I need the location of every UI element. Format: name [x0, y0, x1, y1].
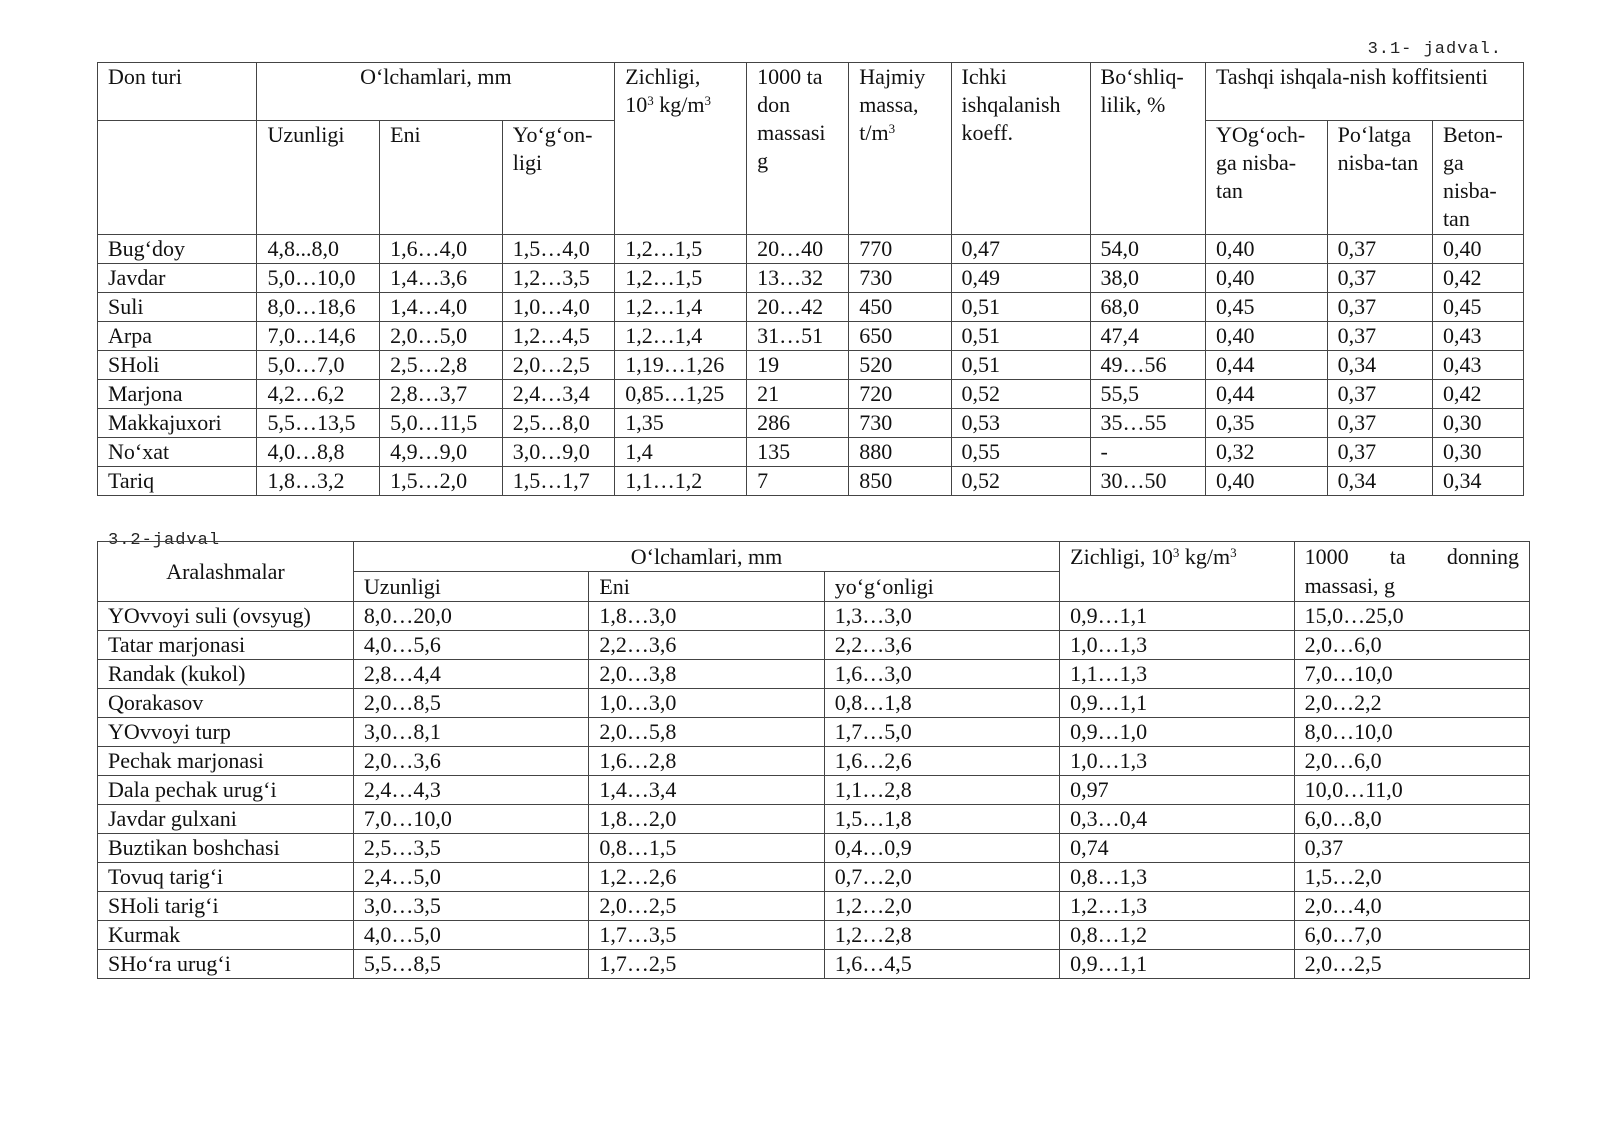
table-cell: 2,4…3,4: [502, 380, 614, 409]
table-cell: 0,9…1,0: [1060, 718, 1294, 747]
table-cell: 0,30: [1432, 409, 1523, 438]
table-cell: 1,5…4,0: [502, 235, 614, 264]
table-cell: 720: [849, 380, 951, 409]
table-cell: 0,40: [1206, 467, 1328, 496]
grain-table-body: [98, 235, 1524, 496]
table-row: [98, 805, 1530, 834]
header-bulk-mass: Hajmiy massa, $t/m^3$: [849, 63, 951, 235]
header-width: Eni: [589, 572, 824, 602]
table-cell: 1,2…2,0: [824, 892, 1059, 921]
table-cell: 0,45: [1432, 293, 1523, 322]
table-cell: 0,42: [1432, 380, 1523, 409]
table-cell: 0,37: [1327, 235, 1432, 264]
header-impurities: Aralashmalar: [98, 542, 354, 602]
table-cell: 0,43: [1432, 351, 1523, 380]
table-row: [98, 235, 1524, 264]
table-cell: 35…55: [1090, 409, 1206, 438]
table-row: [98, 322, 1524, 351]
table-cell: 4,9…9,0: [380, 438, 503, 467]
header-1000-grain-mass: 1000 ta donning massasi, g: [1294, 542, 1529, 602]
table-cell: 2,0…5,0: [380, 322, 503, 351]
table-cell: 0,34: [1327, 351, 1432, 380]
table-cell: 0,8…1,8: [824, 689, 1059, 718]
row-label-cell: Dala pechak urug‘i: [98, 776, 354, 805]
table-cell: 730: [849, 409, 951, 438]
table-cell: 1,8…2,0: [589, 805, 824, 834]
table-cell: 5,0…10,0: [257, 264, 380, 293]
table-cell: 0,40: [1432, 235, 1523, 264]
table-cell: 2,5…8,0: [502, 409, 614, 438]
table-cell: 49…56: [1090, 351, 1206, 380]
table-row: [98, 718, 1530, 747]
table-cell: 1,3…3,0: [824, 602, 1059, 631]
table-cell: 7,0…10,0: [353, 805, 588, 834]
table-cell: 2,0…2,5: [589, 892, 824, 921]
table-cell: -: [1090, 438, 1206, 467]
row-label-cell: Arpa: [98, 322, 257, 351]
table-cell: 0,8…1,3: [1060, 863, 1294, 892]
table-cell: 1,6…4,0: [380, 235, 503, 264]
row-label-cell: Makkajuxori: [98, 409, 257, 438]
row-label-cell: Marjona: [98, 380, 257, 409]
table-cell: 0,37: [1327, 293, 1432, 322]
table-cell: 19: [747, 351, 849, 380]
table-cell: 20…42: [747, 293, 849, 322]
header-on-steel: Po‘latga nisba-tan: [1327, 121, 1432, 235]
table-cell: 1,0…1,3: [1060, 747, 1294, 776]
table-cell: 6,0…8,0: [1294, 805, 1529, 834]
table-cell: 1,4…4,0: [380, 293, 503, 322]
header-density: Zichligi, $10^3$ $kg/m^3$: [615, 63, 747, 235]
table-cell: 6,0…7,0: [1294, 921, 1529, 950]
row-label-cell: Pechak marjonasi: [98, 747, 354, 776]
table-cell: 0,9…1,1: [1060, 689, 1294, 718]
row-label-cell: YOvvoyi turp: [98, 718, 354, 747]
table-cell: 0,51: [951, 293, 1090, 322]
table-cell: 8,0…10,0: [1294, 718, 1529, 747]
table-cell: 1,19…1,26: [615, 351, 747, 380]
table-cell: 0,55: [951, 438, 1090, 467]
table-cell: 2,0…6,0: [1294, 747, 1529, 776]
table-cell: 1,4…3,4: [589, 776, 824, 805]
table-cell: 2,0…6,0: [1294, 631, 1529, 660]
impurity-properties-table: [97, 541, 1530, 979]
table-cell: 0,52: [951, 467, 1090, 496]
table-cell: 54,0: [1090, 235, 1206, 264]
table-cell: 0,51: [951, 351, 1090, 380]
table-cell: 0,97: [1060, 776, 1294, 805]
table-cell: 4,0…5,0: [353, 921, 588, 950]
row-label-cell: SHoli tarig‘i: [98, 892, 354, 921]
table-cell: 1,6…4,5: [824, 950, 1059, 979]
table-cell: 0,40: [1206, 235, 1328, 264]
table-cell: 0,40: [1206, 322, 1328, 351]
table-cell: 0,53: [951, 409, 1090, 438]
table-cell: 1,1…2,8: [824, 776, 1059, 805]
table-cell: 0,37: [1294, 834, 1529, 863]
table-cell: 0,43: [1432, 322, 1523, 351]
table-cell: 0,40: [1206, 264, 1328, 293]
header-external-friction: Tashqi ishqala-nish koffitsienti: [1206, 63, 1524, 121]
table-row: [98, 467, 1524, 496]
table-row: [98, 602, 1530, 631]
table-cell: 30…50: [1090, 467, 1206, 496]
row-label-cell: SHo‘ra urug‘i: [98, 950, 354, 979]
table-cell: 0,52: [951, 380, 1090, 409]
header-internal-friction: Ichki ishqalanish koeff.: [951, 63, 1090, 235]
table-cell: 0,32: [1206, 438, 1328, 467]
table-cell: 2,0…2,5: [1294, 950, 1529, 979]
table-cell: 0,74: [1060, 834, 1294, 863]
table-row: [98, 293, 1524, 322]
table-cell: 730: [849, 264, 951, 293]
table-cell: 0,44: [1206, 351, 1328, 380]
table-cell: 8,0…18,6: [257, 293, 380, 322]
header-width: Eni: [380, 121, 503, 235]
table-cell: 0,35: [1206, 409, 1328, 438]
header-dimensions: O‘lchamlari, mm: [353, 542, 1059, 572]
table1-caption: 3.1- jadval.: [1367, 40, 1502, 59]
header-density: Zichligi, $10^3$ $kg/m^3$: [1060, 542, 1294, 602]
row-label-cell: Javdar: [98, 264, 257, 293]
table-cell: 0,85…1,25: [615, 380, 747, 409]
table-cell: 7,0…10,0: [1294, 660, 1529, 689]
table-cell: 2,8…4,4: [353, 660, 588, 689]
table-row: [98, 689, 1530, 718]
table-cell: 5,5…13,5: [257, 409, 380, 438]
table-cell: 2,0…3,8: [589, 660, 824, 689]
table-cell: 2,0…3,6: [353, 747, 588, 776]
table-cell: 450: [849, 293, 951, 322]
table-cell: 1,2…2,6: [589, 863, 824, 892]
table-cell: 2,2…3,6: [824, 631, 1059, 660]
table-cell: 1,6…3,0: [824, 660, 1059, 689]
row-label-cell: Kurmak: [98, 921, 354, 950]
table-cell: 55,5: [1090, 380, 1206, 409]
table-cell: 1,2…1,4: [615, 322, 747, 351]
header-length: Uzunligi: [257, 121, 380, 235]
row-label-cell: Suli: [98, 293, 257, 322]
table-cell: 1,2…2,8: [824, 921, 1059, 950]
table-cell: 0,9…1,1: [1060, 950, 1294, 979]
table-cell: 520: [849, 351, 951, 380]
table-cell: 2,5…2,8: [380, 351, 503, 380]
table-cell: 1,5…2,0: [380, 467, 503, 496]
table-cell: 1,2…4,5: [502, 322, 614, 351]
row-label-cell: Tatar marjonasi: [98, 631, 354, 660]
table-row: [98, 409, 1524, 438]
table-cell: 38,0: [1090, 264, 1206, 293]
table-cell: 4,0…5,6: [353, 631, 588, 660]
table-cell: 20…40: [747, 235, 849, 264]
table-cell: 1,7…3,5: [589, 921, 824, 950]
table-cell: 0,8…1,5: [589, 834, 824, 863]
table-cell: 7,0…14,6: [257, 322, 380, 351]
table-cell: 1,8…3,0: [589, 602, 824, 631]
table-cell: 0,8…1,2: [1060, 921, 1294, 950]
table-cell: 0,37: [1327, 322, 1432, 351]
table-row: [98, 776, 1530, 805]
table-cell: 21: [747, 380, 849, 409]
table-cell: 31…51: [747, 322, 849, 351]
row-label-cell: Buztikan boshchasi: [98, 834, 354, 863]
table-cell: 1,4: [615, 438, 747, 467]
table-cell: 0,47: [951, 235, 1090, 264]
header-on-concrete: Beton-ga nisba-tan: [1432, 121, 1523, 235]
table-cell: 0,3…0,4: [1060, 805, 1294, 834]
row-label-cell: Bug‘doy: [98, 235, 257, 264]
row-label-cell: SHoli: [98, 351, 257, 380]
table-cell: 2,4…4,3: [353, 776, 588, 805]
header-on-wood: YOg‘och-ga nisba-tan: [1206, 121, 1328, 235]
table-cell: 1,5…2,0: [1294, 863, 1529, 892]
table-row: [98, 863, 1530, 892]
row-label-cell: Qorakasov: [98, 689, 354, 718]
table-cell: 770: [849, 235, 951, 264]
table-cell: 5,0…7,0: [257, 351, 380, 380]
table-cell: 1,8…3,2: [257, 467, 380, 496]
table-cell: 1,7…2,5: [589, 950, 824, 979]
table-cell: 3,0…8,1: [353, 718, 588, 747]
table-cell: 1,1…1,3: [1060, 660, 1294, 689]
table-cell: 0,49: [951, 264, 1090, 293]
table-cell: 0,45: [1206, 293, 1328, 322]
table-cell: 5,0…11,5: [380, 409, 503, 438]
table-cell: 1,7…5,0: [824, 718, 1059, 747]
table-cell: 0,37: [1327, 380, 1432, 409]
header-length: Uzunligi: [353, 572, 588, 602]
table-cell: 4,0…8,8: [257, 438, 380, 467]
table-cell: 13…32: [747, 264, 849, 293]
table-row: [98, 747, 1530, 776]
row-label-cell: YOvvoyi suli (ovsyug): [98, 602, 354, 631]
table-cell: 850: [849, 467, 951, 496]
grain-properties-table: [97, 62, 1524, 496]
table-cell: 10,0…11,0: [1294, 776, 1529, 805]
table-cell: 1,2…1,4: [615, 293, 747, 322]
table-row: [98, 950, 1530, 979]
table-cell: 1,2…1,5: [615, 264, 747, 293]
table-cell: 1,1…1,2: [615, 467, 747, 496]
table-row: [98, 351, 1524, 380]
table-cell: 0,37: [1327, 264, 1432, 293]
row-label-cell: Randak (kukol): [98, 660, 354, 689]
table-row: [98, 921, 1530, 950]
table-cell: 7: [747, 467, 849, 496]
table-cell: 1,35: [615, 409, 747, 438]
table-cell: 1,0…4,0: [502, 293, 614, 322]
table-row: [98, 438, 1524, 467]
table-cell: 1,2…3,5: [502, 264, 614, 293]
table-cell: 47,4: [1090, 322, 1206, 351]
header-dimensions: O‘lchamlari, mm: [257, 63, 615, 121]
table-cell: 8,0…20,0: [353, 602, 588, 631]
table-cell: 1,4…3,6: [380, 264, 503, 293]
table-cell: 1,2…1,5: [615, 235, 747, 264]
table-cell: 4,8...8,0: [257, 235, 380, 264]
header-1000-grain-mass: 1000 ta don massasi g: [747, 63, 849, 235]
table-cell: 1,6…2,8: [589, 747, 824, 776]
row-label-cell: No‘xat: [98, 438, 257, 467]
table-cell: 2,2…3,6: [589, 631, 824, 660]
table-cell: 1,6…2,6: [824, 747, 1059, 776]
table-cell: 0,30: [1432, 438, 1523, 467]
table-cell: 2,5…3,5: [353, 834, 588, 863]
impurity-table-body: [98, 602, 1530, 979]
table-cell: 5,5…8,5: [353, 950, 588, 979]
table-cell: 3,0…3,5: [353, 892, 588, 921]
table-cell: 0,34: [1327, 467, 1432, 496]
table-cell: 2,0…2,2: [1294, 689, 1529, 718]
table-cell: 0,37: [1327, 438, 1432, 467]
table-cell: 0,44: [1206, 380, 1328, 409]
table-cell: 4,2…6,2: [257, 380, 380, 409]
row-label-cell: Tariq: [98, 467, 257, 496]
table-cell: 0,4…0,9: [824, 834, 1059, 863]
table-cell: 68,0: [1090, 293, 1206, 322]
header-thickness: yo‘g‘onligi: [824, 572, 1059, 602]
table-cell: 1,0…1,3: [1060, 631, 1294, 660]
table-cell: 650: [849, 322, 951, 351]
header-porosity: Bo‘shliq-lilik, %: [1090, 63, 1206, 235]
table-cell: 3,0…9,0: [502, 438, 614, 467]
row-label-cell: Javdar gulxani: [98, 805, 354, 834]
table-cell: 1,5…1,7: [502, 467, 614, 496]
table-row: [98, 660, 1530, 689]
table2-caption: 3.2-jadval: [108, 531, 221, 550]
table-cell: 0,7…2,0: [824, 863, 1059, 892]
table-cell: 286: [747, 409, 849, 438]
table-cell: 1,5…1,8: [824, 805, 1059, 834]
table-cell: 0,34: [1432, 467, 1523, 496]
header-empty: [98, 121, 257, 235]
header-thickness: Yo‘g‘on-ligi: [502, 121, 614, 235]
table-row: [98, 631, 1530, 660]
row-label-cell: Tovuq tarig‘i: [98, 863, 354, 892]
table-cell: 2,0…4,0: [1294, 892, 1529, 921]
table-cell: 15,0…25,0: [1294, 602, 1529, 631]
table-cell: 2,8…3,7: [380, 380, 503, 409]
table-cell: 1,0…3,0: [589, 689, 824, 718]
table-cell: 1,2…1,3: [1060, 892, 1294, 921]
table-cell: 0,9…1,1: [1060, 602, 1294, 631]
table-cell: 2,0…8,5: [353, 689, 588, 718]
table-cell: 0,51: [951, 322, 1090, 351]
table-row: [98, 264, 1524, 293]
table-cell: 2,0…5,8: [589, 718, 824, 747]
table-cell: 2,0…2,5: [502, 351, 614, 380]
table-row: [98, 892, 1530, 921]
table-cell: 0,37: [1327, 409, 1432, 438]
table-cell: 135: [747, 438, 849, 467]
table-cell: 0,42: [1432, 264, 1523, 293]
table-row: [98, 834, 1530, 863]
header-grain-type: Don turi: [98, 63, 257, 121]
table-cell: 2,4…5,0: [353, 863, 588, 892]
table-cell: 880: [849, 438, 951, 467]
table-row: [98, 380, 1524, 409]
